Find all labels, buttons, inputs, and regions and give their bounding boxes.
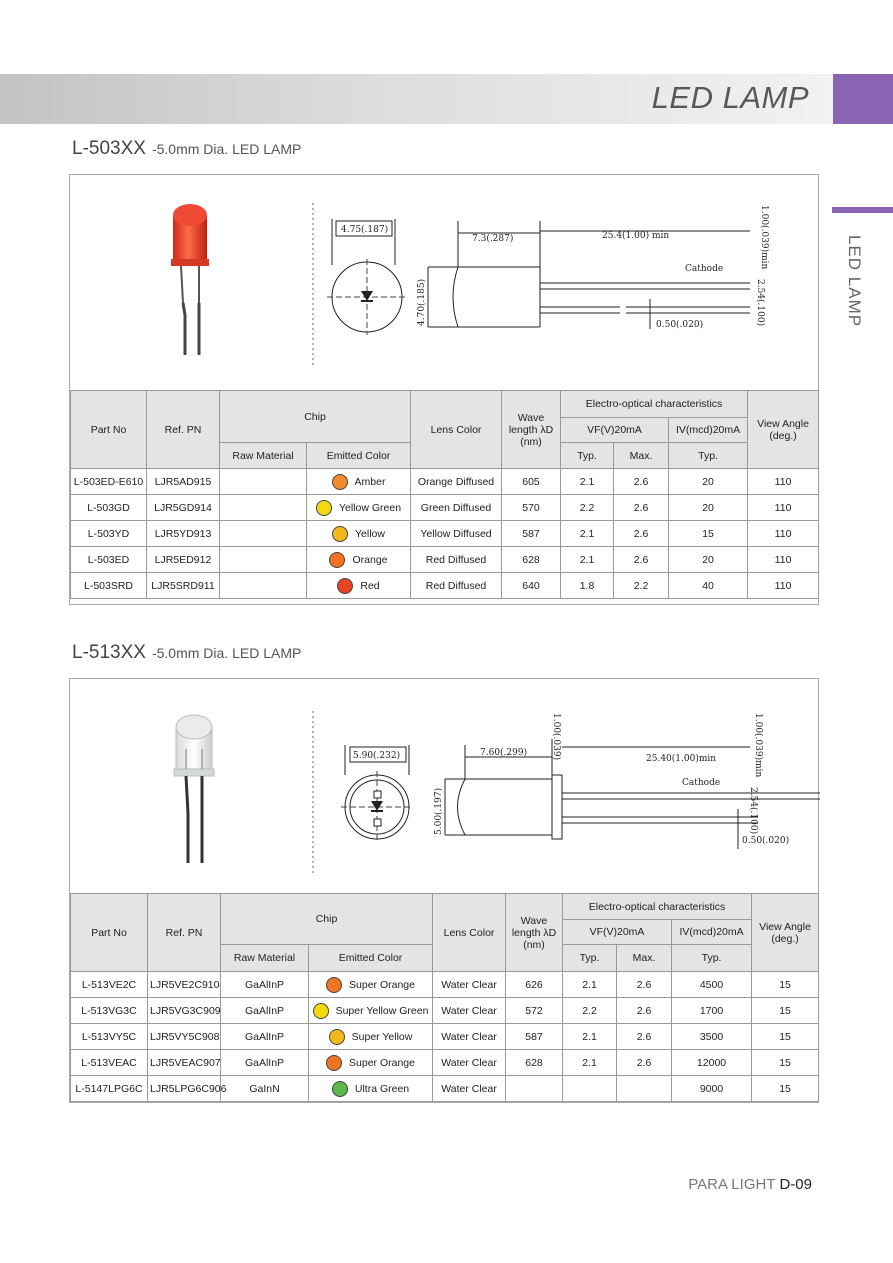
emitted-color-cell	[309, 1076, 433, 1102]
ref-pn-cell: LJR5LPG6C906	[148, 1076, 221, 1102]
raw-material-cell: GaAlInP	[221, 1024, 309, 1050]
emitted-color-label: Super Orange	[349, 978, 415, 991]
part-no-cell: L-503SRD	[71, 573, 147, 599]
wavelength-cell: 640	[502, 573, 561, 599]
dimension-drawing-503	[310, 201, 769, 367]
emitted-color-cell	[309, 972, 433, 998]
raw-material-cell: GaAlInP	[221, 1050, 309, 1076]
iv-typ-cell: 4500	[672, 972, 752, 998]
view-angle-cell: 110	[748, 547, 819, 573]
col-header-vf: VF(V)20mA	[561, 418, 669, 443]
dim-label: Cathode	[685, 264, 724, 274]
col-header-raw: Raw Material	[220, 443, 307, 469]
vf-max-cell: 2.6	[617, 972, 672, 998]
part-no-cell: L-503GD	[71, 495, 147, 521]
color-dot-icon	[316, 500, 332, 516]
col-header-electro: Electro-optical characteristics	[561, 391, 748, 418]
vf-typ-cell: 2.1	[561, 521, 614, 547]
lens-color-cell: Water Clear	[433, 998, 506, 1024]
col-header-vf-max: Max.	[617, 945, 672, 972]
table-row	[71, 972, 819, 998]
part-no-cell: L-513VG3C	[71, 998, 148, 1024]
emitted-color-label: Orange	[352, 553, 388, 566]
raw-material-cell	[220, 495, 307, 521]
lens-color-cell: Green Diffused	[411, 495, 502, 521]
col-header-wave: Wave length λD (nm)	[506, 894, 563, 972]
vf-typ-cell: 2.1	[563, 1024, 617, 1050]
ref-pn-cell: LJR5ED912	[147, 547, 220, 573]
raw-material-cell	[220, 469, 307, 495]
vf-typ-cell: 2.1	[561, 547, 614, 573]
part-no-cell: L-503ED	[71, 547, 147, 573]
emitted-color-cell	[307, 521, 411, 547]
vf-typ-cell	[563, 1076, 617, 1102]
footer-brand: PARA LIGHT	[688, 1176, 776, 1193]
product-panel-503	[69, 174, 819, 605]
col-header-vf-typ: Typ.	[561, 443, 614, 469]
table-body	[71, 972, 819, 1102]
section-model: L-503XX	[72, 138, 146, 159]
part-no-cell: L-5147LPG6C	[71, 1076, 148, 1102]
color-dot-icon	[337, 578, 353, 594]
emitted-color-label: Super Yellow Green	[335, 1004, 429, 1017]
section-subtitle: -5.0mm Dia. LED LAMP	[151, 141, 302, 157]
wavelength-cell: 570	[502, 495, 561, 521]
view-angle-cell: 110	[748, 469, 819, 495]
emitted-color-label: Red	[360, 579, 380, 592]
color-dot-icon	[332, 1081, 348, 1097]
col-header-lens: Lens Color	[411, 391, 502, 469]
page-footer	[688, 1176, 812, 1193]
view-angle-cell: 15	[752, 1024, 819, 1050]
part-no-cell: L-513VEAC	[71, 1050, 148, 1076]
part-no-cell: L-513VE2C	[71, 972, 148, 998]
view-angle-cell: 15	[752, 1076, 819, 1102]
vf-typ-cell: 2.1	[563, 972, 617, 998]
page-title: LED LAMP	[651, 80, 809, 115]
iv-typ-cell: 20	[669, 495, 748, 521]
vf-max-cell	[617, 1076, 672, 1102]
vf-typ-cell: 2.1	[563, 1050, 617, 1076]
raw-material-cell: GaAlInP	[221, 998, 309, 1024]
vf-typ-cell: 2.2	[563, 998, 617, 1024]
iv-typ-cell: 20	[669, 547, 748, 573]
table-body	[71, 469, 819, 599]
wavelength-cell: 628	[502, 547, 561, 573]
dim-label: 2.54(.100)	[748, 787, 758, 835]
ref-pn-cell: LJR5VY5C908	[148, 1024, 221, 1050]
col-header-chip: Chip	[221, 894, 433, 945]
part-no-cell: L-503ED-E610	[71, 469, 147, 495]
lens-color-cell: Yellow Diffused	[411, 521, 502, 547]
color-dot-icon	[332, 526, 348, 542]
wavelength-cell: 587	[506, 1024, 563, 1050]
section-title	[72, 138, 301, 160]
color-dot-icon	[329, 552, 345, 568]
wavelength-cell: 626	[506, 972, 563, 998]
col-header-wave: Wave length λD (nm)	[502, 391, 561, 469]
lens-color-cell: Water Clear	[433, 1050, 506, 1076]
emitted-color-label: Ultra Green	[354, 1082, 410, 1095]
iv-typ-cell: 3500	[672, 1024, 752, 1050]
view-angle-cell: 15	[752, 972, 819, 998]
dim-label: 7.3(.287)	[472, 234, 514, 244]
emitted-color-cell	[309, 1024, 433, 1050]
col-header-iv-typ: Typ.	[672, 945, 752, 972]
col-header-ref-pn: Ref. PN	[148, 894, 221, 972]
dim-label: 25.4(1.00) min	[602, 231, 670, 241]
col-header-emitted: Emitted Color	[307, 443, 411, 469]
section-title	[72, 642, 301, 664]
side-label: LED LAMP	[845, 235, 864, 328]
ref-pn-cell: LJR5YD913	[147, 521, 220, 547]
col-header-angle: View Angle (deg.)	[748, 391, 819, 469]
col-header-iv: IV(mcd)20mA	[672, 920, 752, 945]
emitted-color-label: Yellow	[355, 527, 385, 540]
part-no-cell: L-503YD	[71, 521, 147, 547]
iv-typ-cell: 9000	[672, 1076, 752, 1102]
col-header-angle: View Angle (deg.)	[752, 894, 819, 972]
dim-label: 1.00(.039)min	[753, 713, 763, 778]
vf-max-cell: 2.6	[617, 998, 672, 1024]
section-subtitle: -5.0mm Dia. LED LAMP	[151, 645, 302, 661]
part-no-cell: L-513VY5C	[71, 1024, 148, 1050]
ref-pn-cell: LJR5GD914	[147, 495, 220, 521]
vf-max-cell: 2.6	[614, 521, 669, 547]
vf-typ-cell: 2.2	[561, 495, 614, 521]
table-row	[71, 1024, 819, 1050]
table-row	[71, 1076, 819, 1102]
col-header-vf-max: Max.	[614, 443, 669, 469]
table-row	[71, 1050, 819, 1076]
led-photo-red	[165, 203, 215, 363]
col-header-iv-typ: Typ.	[669, 443, 748, 469]
dim-label: 2.54(.100)	[755, 279, 765, 327]
lens-color-cell: Red Diffused	[411, 573, 502, 599]
view-angle-cell: 15	[752, 1050, 819, 1076]
iv-typ-cell: 1700	[672, 998, 752, 1024]
view-angle-cell: 15	[752, 998, 819, 1024]
table-row	[71, 998, 819, 1024]
vf-typ-cell: 1.8	[561, 573, 614, 599]
lens-color-cell: Water Clear	[433, 1024, 506, 1050]
dim-label: 25.40(1.00)min	[646, 754, 717, 764]
vf-max-cell: 2.6	[617, 1024, 672, 1050]
page-number: D-09	[779, 1176, 812, 1193]
color-dot-icon	[313, 1003, 329, 1019]
wavelength-cell: 628	[506, 1050, 563, 1076]
iv-typ-cell: 20	[669, 469, 748, 495]
table-row	[71, 547, 819, 573]
emitted-color-label: Amber	[354, 475, 386, 488]
dim-label: 0.50(.020)	[656, 320, 704, 330]
vf-max-cell: 2.6	[617, 1050, 672, 1076]
emitted-color-label: Super Yellow	[351, 1030, 413, 1043]
lens-color-cell: Red Diffused	[411, 547, 502, 573]
header-accent-block	[833, 74, 893, 124]
ref-pn-cell: LJR5VE2C910	[148, 972, 221, 998]
emitted-color-cell	[307, 573, 411, 599]
emitted-color-label: Super Orange	[349, 1056, 415, 1069]
lens-color-cell: Water Clear	[433, 972, 506, 998]
view-angle-cell: 110	[748, 495, 819, 521]
vf-max-cell: 2.6	[614, 495, 669, 521]
wavelength-cell	[506, 1076, 563, 1102]
raw-material-cell	[220, 521, 307, 547]
ref-pn-cell: LJR5VG3C909	[148, 998, 221, 1024]
dim-label: 5.90(.232)	[353, 751, 401, 761]
dimension-drawing-513	[310, 709, 790, 877]
dim-label: 0.50(.020)	[742, 836, 790, 846]
emitted-color-cell	[309, 1050, 433, 1076]
section-model: L-513XX	[72, 642, 146, 663]
header-banner	[0, 74, 833, 124]
col-header-chip: Chip	[220, 391, 411, 443]
table-row	[71, 573, 819, 599]
emitted-color-cell	[307, 469, 411, 495]
dim-label: 4.70(.185)	[417, 278, 427, 326]
vf-typ-cell: 2.1	[561, 469, 614, 495]
wavelength-cell: 572	[506, 998, 563, 1024]
spec-table-513	[70, 893, 819, 1102]
color-dot-icon	[329, 1029, 345, 1045]
raw-material-cell	[220, 547, 307, 573]
raw-material-cell: GaInN	[221, 1076, 309, 1102]
iv-typ-cell: 12000	[672, 1050, 752, 1076]
col-header-ref-pn: Ref. PN	[147, 391, 220, 469]
color-dot-icon	[326, 1055, 342, 1071]
vf-max-cell: 2.6	[614, 547, 669, 573]
col-header-lens: Lens Color	[433, 894, 506, 972]
ref-pn-cell: LJR5SRD911	[147, 573, 220, 599]
col-header-raw: Raw Material	[221, 945, 309, 972]
color-dot-icon	[332, 474, 348, 490]
spec-table-503	[70, 390, 819, 599]
raw-material-cell	[220, 573, 307, 599]
dim-label: 5.00(.197)	[434, 787, 444, 835]
side-accent-bar	[832, 207, 893, 213]
col-header-part-no: Part No	[71, 391, 147, 469]
product-panel-513	[69, 678, 819, 1103]
ref-pn-cell: LJR5AD915	[147, 469, 220, 495]
col-header-vf: VF(V)20mA	[563, 920, 672, 945]
wavelength-cell: 605	[502, 469, 561, 495]
raw-material-cell: GaAlInP	[221, 972, 309, 998]
dim-label: 1.00(.039)min	[759, 205, 769, 270]
emitted-color-cell	[307, 547, 411, 573]
color-dot-icon	[326, 977, 342, 993]
view-angle-cell: 110	[748, 521, 819, 547]
view-angle-cell: 110	[748, 573, 819, 599]
table-row	[71, 469, 819, 495]
led-photo-clear	[170, 713, 220, 865]
col-header-vf-typ: Typ.	[563, 945, 617, 972]
iv-typ-cell: 40	[669, 573, 748, 599]
iv-typ-cell: 15	[669, 521, 748, 547]
emitted-color-cell	[309, 998, 433, 1024]
ref-pn-cell: LJR5VEAC907	[148, 1050, 221, 1076]
col-header-emitted: Emitted Color	[309, 945, 433, 972]
table-row	[71, 521, 819, 547]
col-header-electro: Electro-optical characteristics	[563, 894, 752, 920]
vf-max-cell: 2.2	[614, 573, 669, 599]
dim-label: 1.00(.039)	[551, 713, 561, 761]
emitted-color-label: Yellow Green	[338, 501, 402, 514]
col-header-part-no: Part No	[71, 894, 148, 972]
lens-color-cell: Orange Diffused	[411, 469, 502, 495]
dim-label: Cathode	[682, 778, 721, 788]
lens-color-cell: Water Clear	[433, 1076, 506, 1102]
dim-label: 7.60(.299)	[480, 748, 528, 758]
dim-label: 4.75(.187)	[341, 225, 389, 235]
emitted-color-cell	[307, 495, 411, 521]
wavelength-cell: 587	[502, 521, 561, 547]
vf-max-cell: 2.6	[614, 469, 669, 495]
table-row	[71, 495, 819, 521]
col-header-iv: IV(mcd)20mA	[669, 418, 748, 443]
